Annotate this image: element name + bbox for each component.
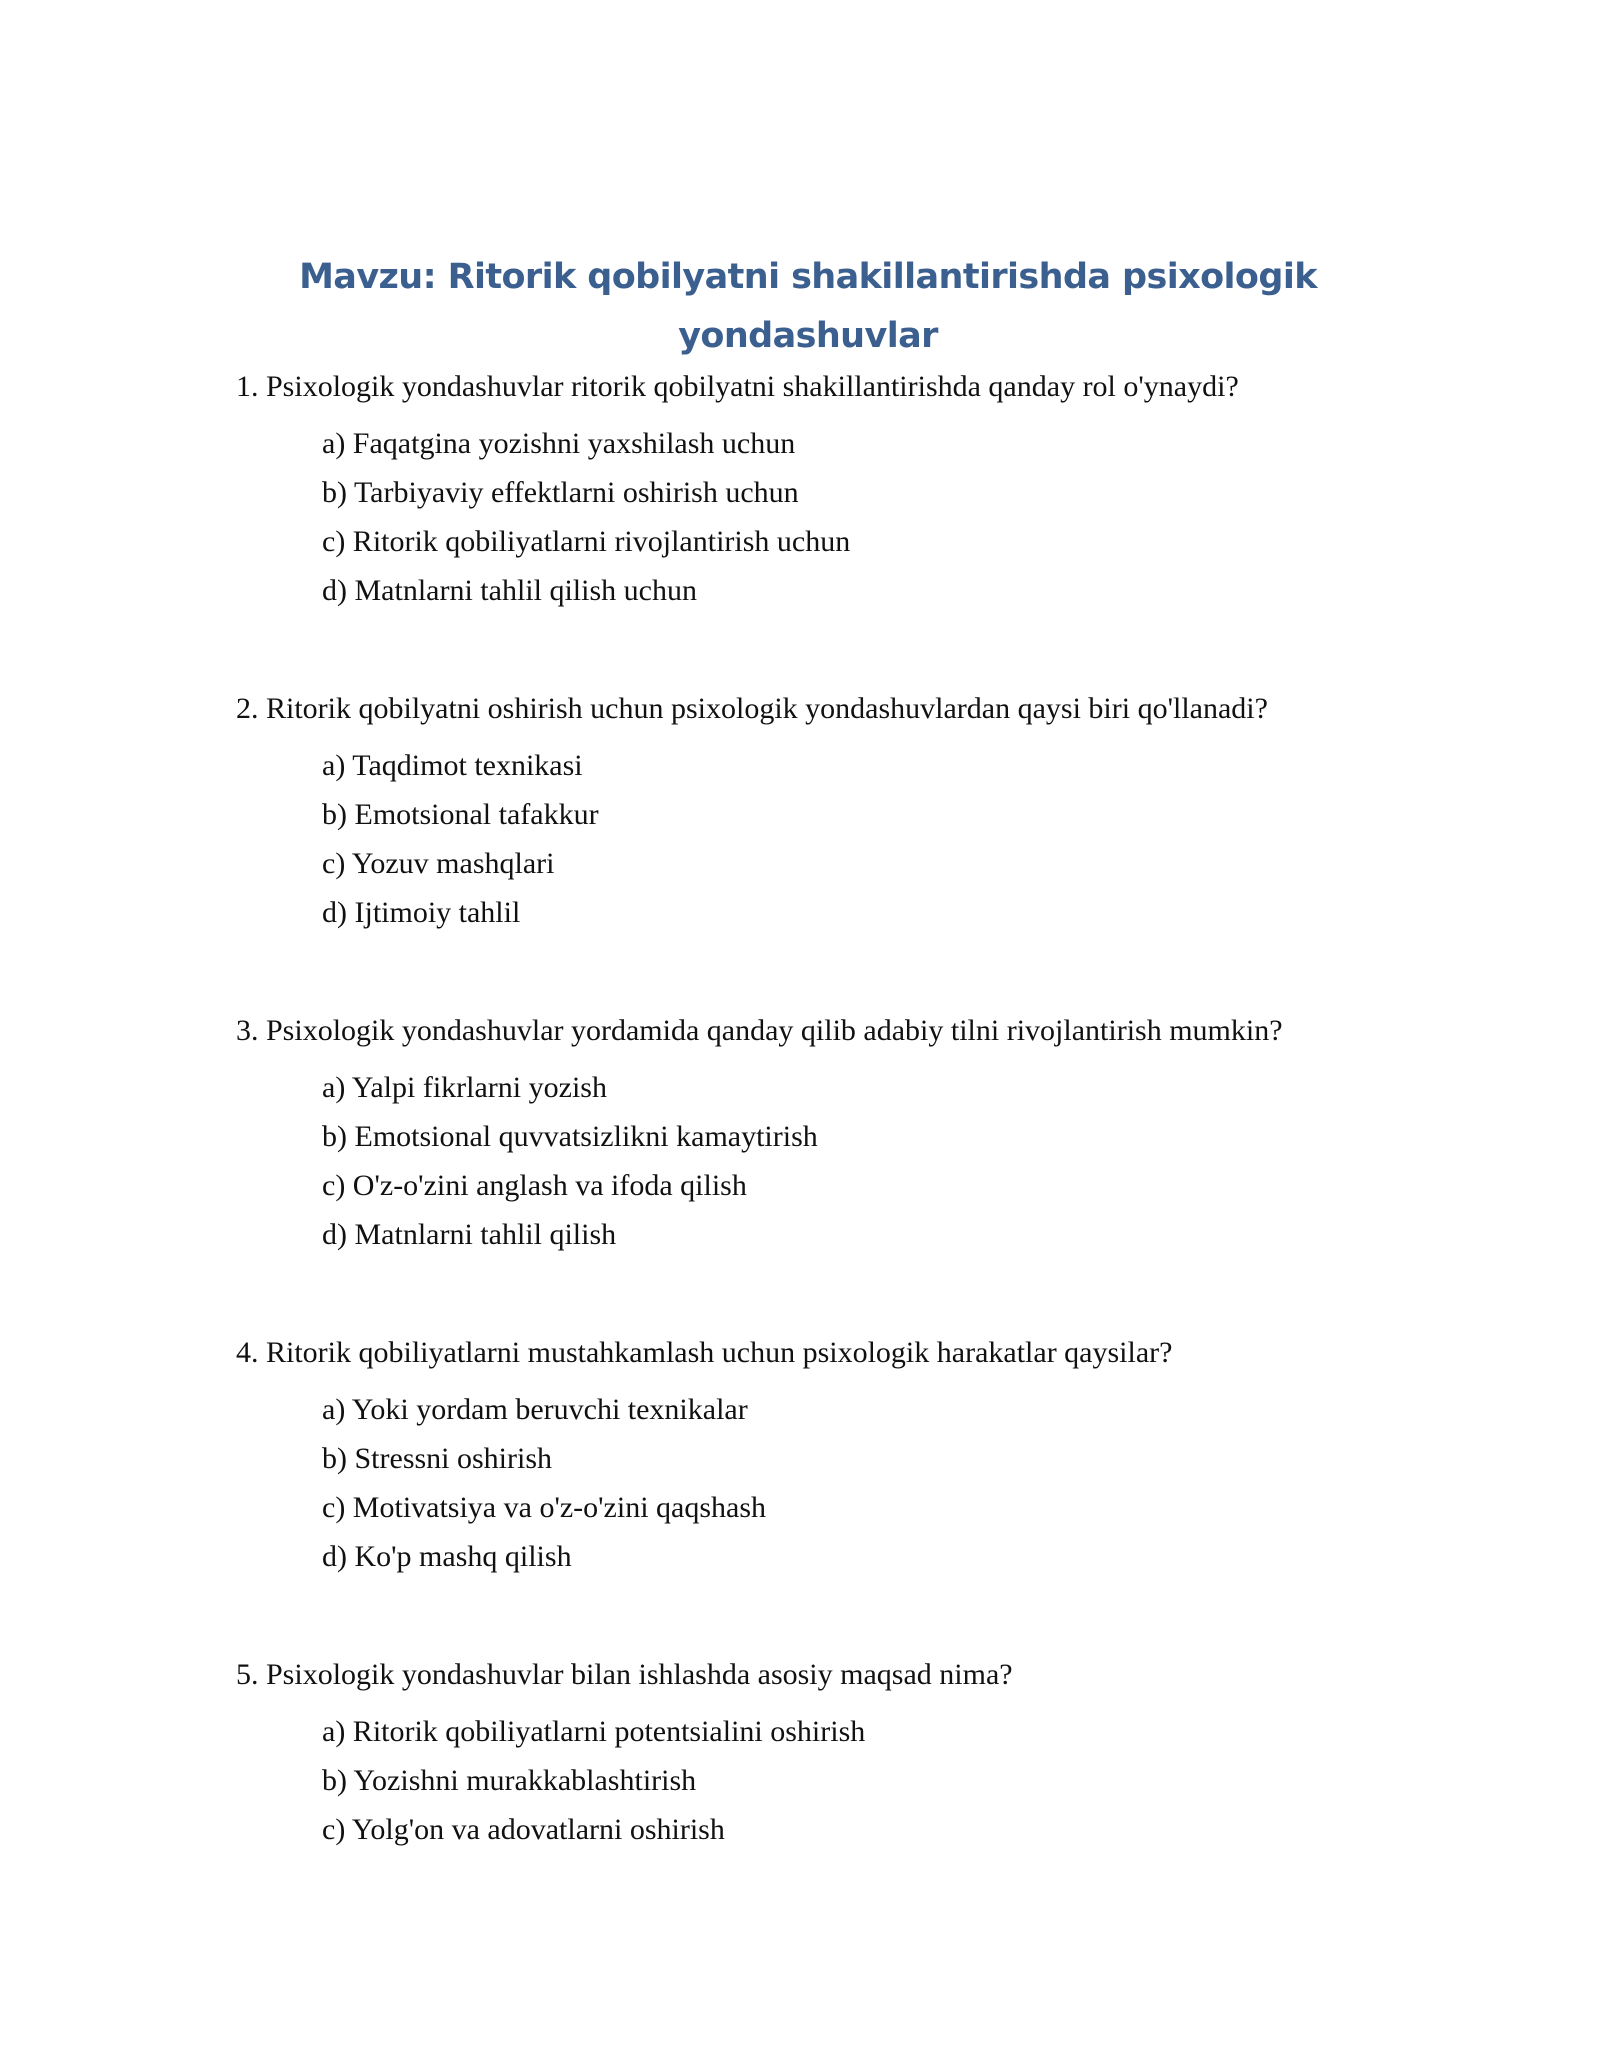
- question-text: 5. Psixologik yondashuvlar bilan ishlashda asosiy maqsad nima?: [236, 1658, 1013, 1691]
- option-d: d) Ko'p mashq qilish: [322, 1540, 572, 1573]
- question-list: [236, 363, 1436, 1973]
- option-c: c) O'z-o'zini anglash va ifoda qilish: [322, 1169, 747, 1202]
- option-c: c) Motivatsiya va o'z-o'zini qaqshash: [322, 1491, 767, 1524]
- option-a: a) Yoki yordam beruvchi texnikalar: [322, 1393, 748, 1426]
- question-4: [236, 1329, 1436, 1651]
- option-c: c) Ritorik qobiliyatlarni rivojlantirish uchun: [322, 525, 851, 558]
- question-text: 4. Ritorik qobiliyatlarni mustahkamlash uchun psixologik harakatlar qaysilar?: [236, 1336, 1173, 1369]
- question-2: [236, 685, 1436, 1007]
- option-b: b) Emotsional tafakkur: [322, 798, 599, 831]
- option-list: [236, 419, 1436, 615]
- option-a: a) Yalpi fikrlarni yozish: [322, 1071, 607, 1104]
- option-b: b) Yozishni murakkablashtirish: [322, 1764, 697, 1797]
- option-a: a) Faqatgina yozishni yaxshilash uchun: [322, 427, 796, 460]
- question-text: 3. Psixologik yondashuvlar yordamida qanday qilib adabiy tilni rivojlantirish mumkin?: [236, 1014, 1283, 1047]
- option-list: [236, 1707, 1436, 1854]
- option-a: a) Taqdimot texnikasi: [322, 749, 583, 782]
- option-d: d) Matnlarni tahlil qilish uchun: [322, 574, 697, 607]
- option-list: [236, 1385, 1436, 1581]
- document-title: Mavzu: Ritorik qobilyatni shakillantirishda psixologik yondashuvlar: [299, 257, 1317, 356]
- question-1: [236, 363, 1436, 685]
- option-c: c) Yozuv mashqlari: [322, 847, 555, 880]
- option-d: d) Matnlarni tahlil qilish: [322, 1218, 617, 1251]
- question-5: [236, 1651, 1436, 1973]
- option-d: d) Ijtimoiy tahlil: [322, 896, 521, 929]
- question-text: 2. Ritorik qobilyatni oshirish uchun psixologik yondashuvlardan qaysi biri qo'llanadi?: [236, 692, 1268, 725]
- option-list: [236, 741, 1436, 937]
- option-c: c) Yolg'on va adovatlarni oshirish: [322, 1813, 725, 1846]
- question-text: 1. Psixologik yondashuvlar ritorik qobilyatni shakillantirishda qanday rol o'ynaydi?: [236, 370, 1239, 403]
- question-3: [236, 1007, 1436, 1329]
- option-b: b) Stressni oshirish: [322, 1442, 553, 1475]
- option-a: a) Ritorik qobiliyatlarni potentsialini oshirish: [322, 1715, 866, 1748]
- option-b: b) Emotsional quvvatsizlikni kamaytirish: [322, 1120, 818, 1153]
- option-list: [236, 1063, 1436, 1259]
- option-b: b) Tarbiyaviy effektlarni oshirish uchun: [322, 476, 799, 509]
